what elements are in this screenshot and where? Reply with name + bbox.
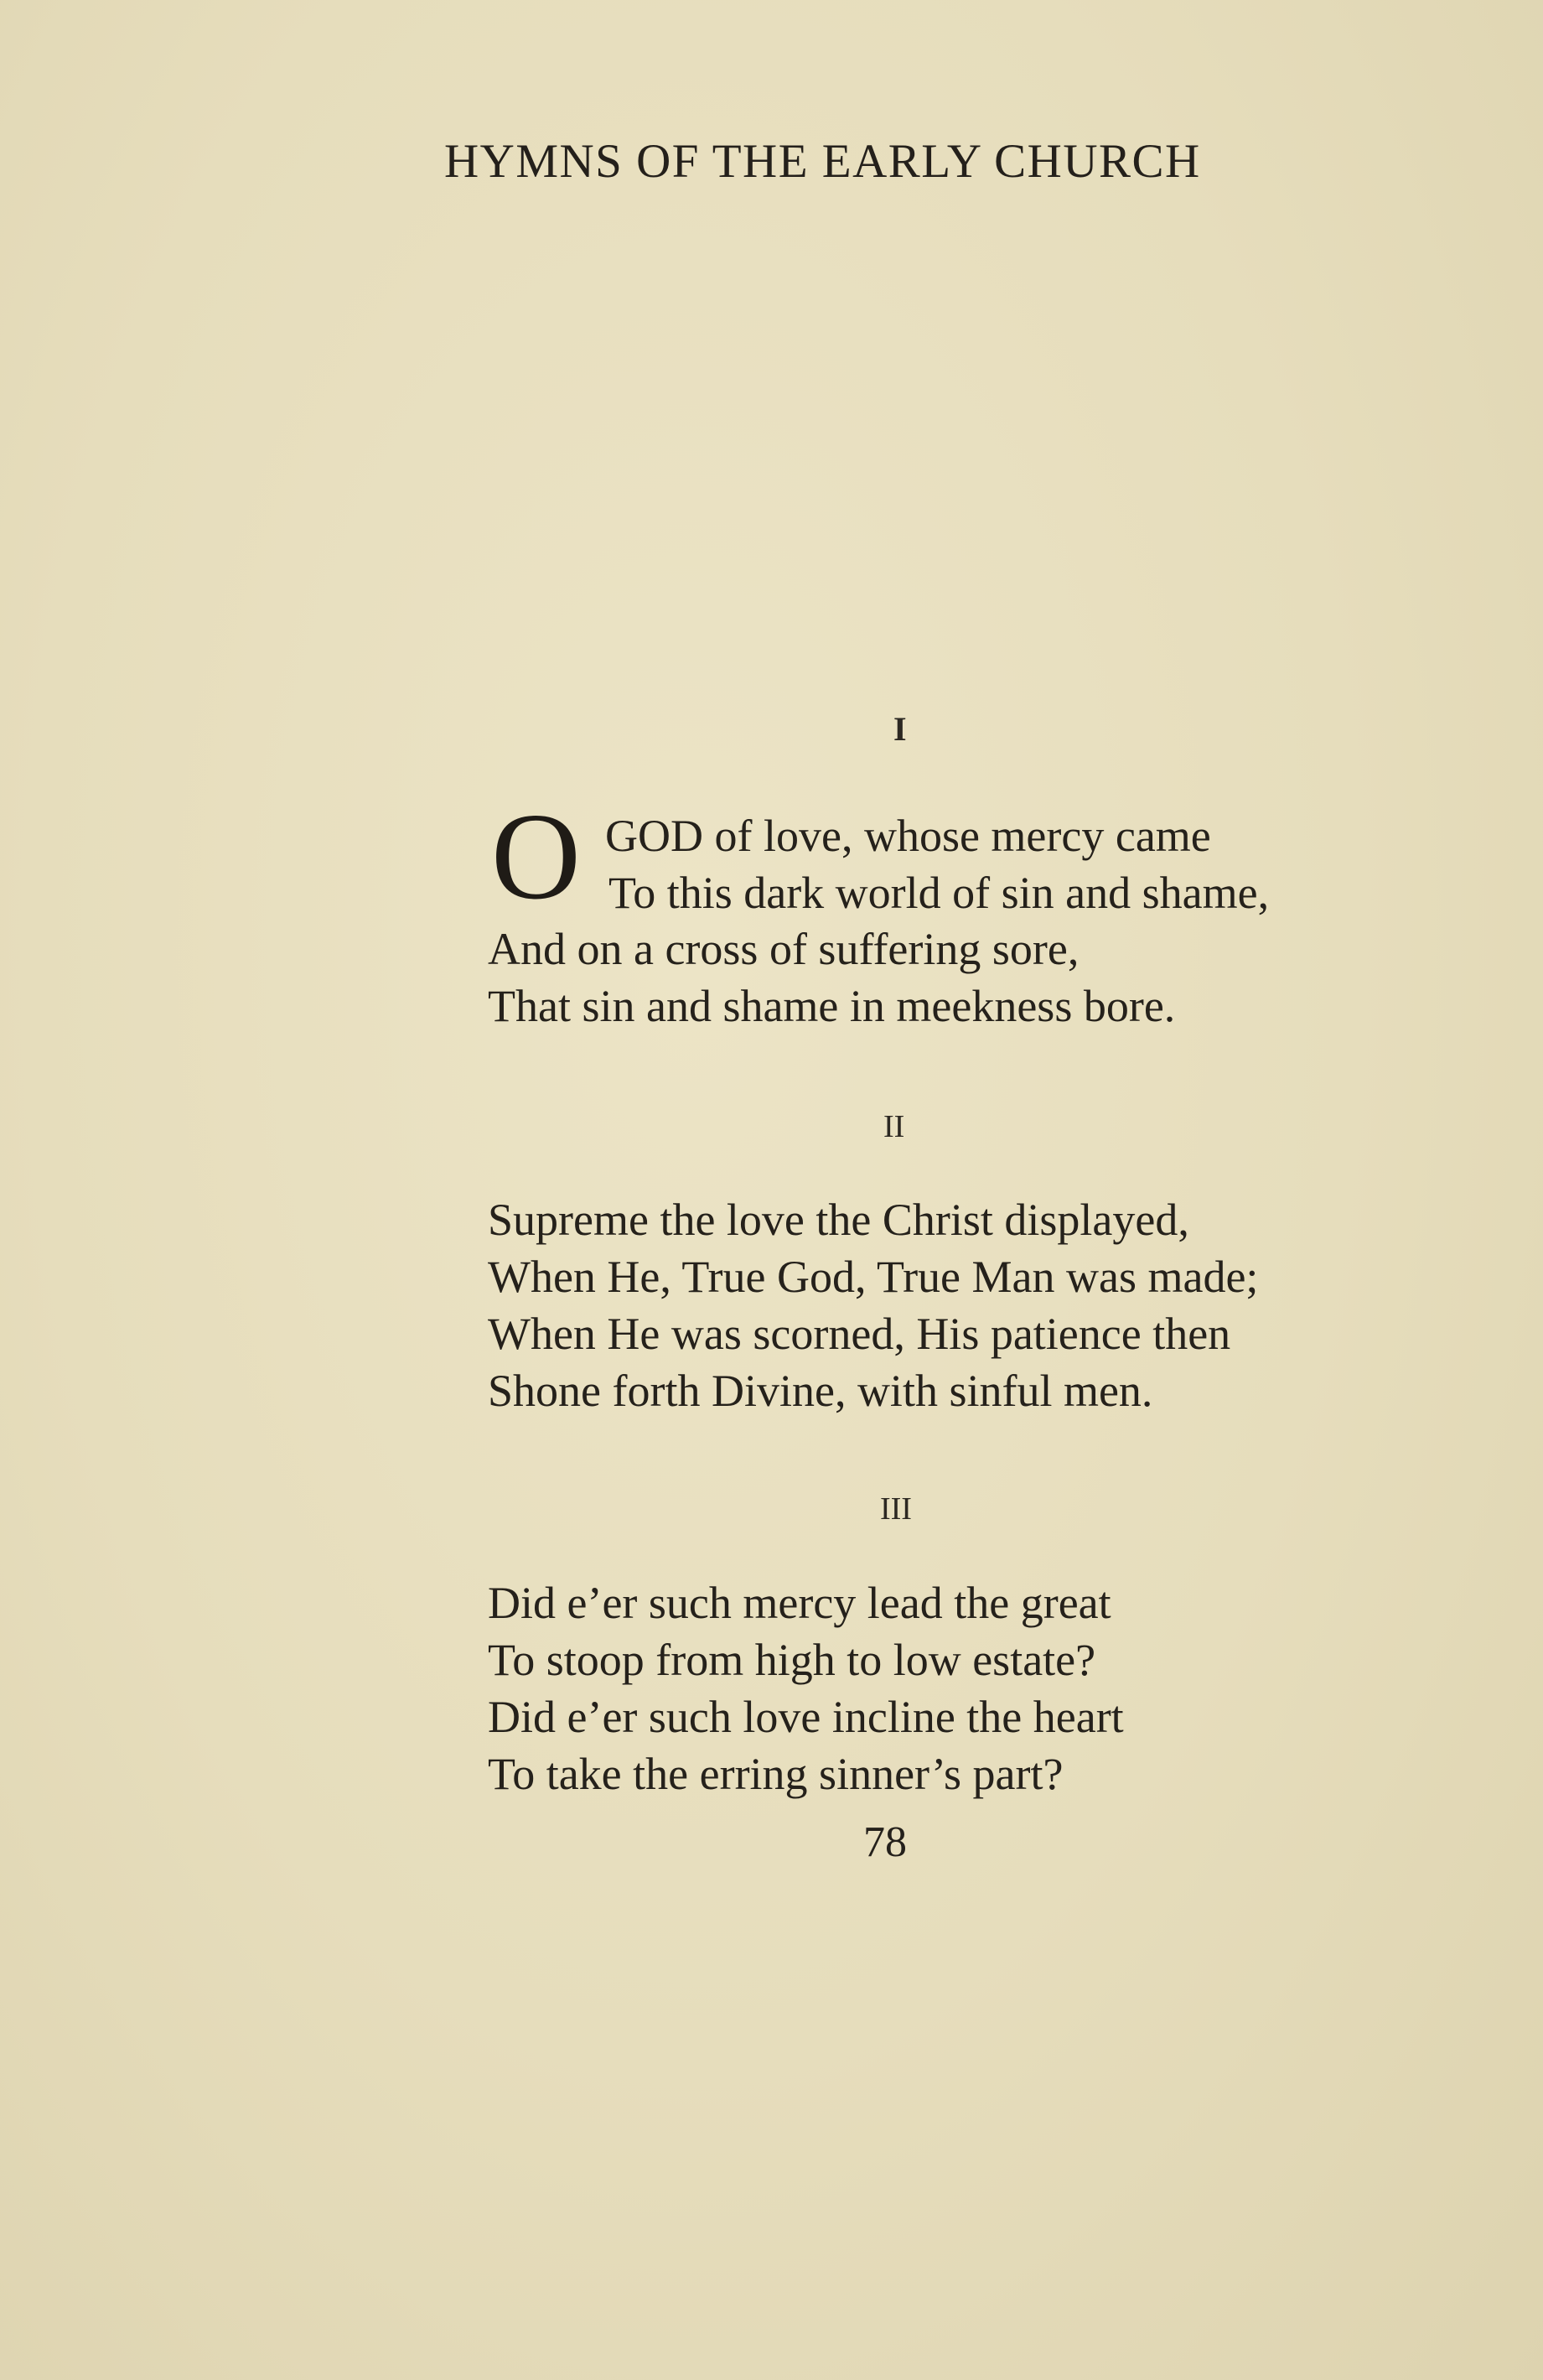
stanza-numeral-3: III: [880, 1491, 912, 1527]
stanza-2-line-4: Shone forth Divine, with sinful men.: [488, 1366, 1153, 1416]
running-title: HYMNS OF THE EARLY CHURCH: [444, 135, 1201, 188]
stanza-3-line-4: To take the erring sinner’s part?: [488, 1749, 1064, 1799]
stanza-1-line-2: To this dark world of sin and shame,: [608, 868, 1270, 918]
stanza-1-line-1: GOD of love, whose mercy came: [605, 811, 1211, 861]
drop-cap: O: [491, 788, 581, 926]
stanza-numeral-2: II: [883, 1109, 905, 1144]
stanza-3-line-2: To stoop from high to low estate?: [488, 1635, 1096, 1685]
stanza-numeral-1: I: [893, 710, 907, 748]
page-number: 78: [863, 1818, 907, 1866]
stanza-1-line-4: That sin and shame in meekness bore.: [488, 981, 1176, 1031]
stanza-2-line-1: Supreme the love the Christ displayed,: [488, 1195, 1189, 1245]
stanza-2-line-3: When He was scorned, His patience then: [488, 1309, 1231, 1359]
stanza-3-line-1: Did e’er such mercy lead the great: [488, 1578, 1111, 1628]
stanza-1-line-3: And on a cross of suffering sore,: [488, 924, 1080, 974]
stanza-2-line-2: When He, True God, True Man was made;: [488, 1252, 1259, 1302]
stanza-3-line-3: Did e’er such love incline the heart: [488, 1692, 1124, 1742]
